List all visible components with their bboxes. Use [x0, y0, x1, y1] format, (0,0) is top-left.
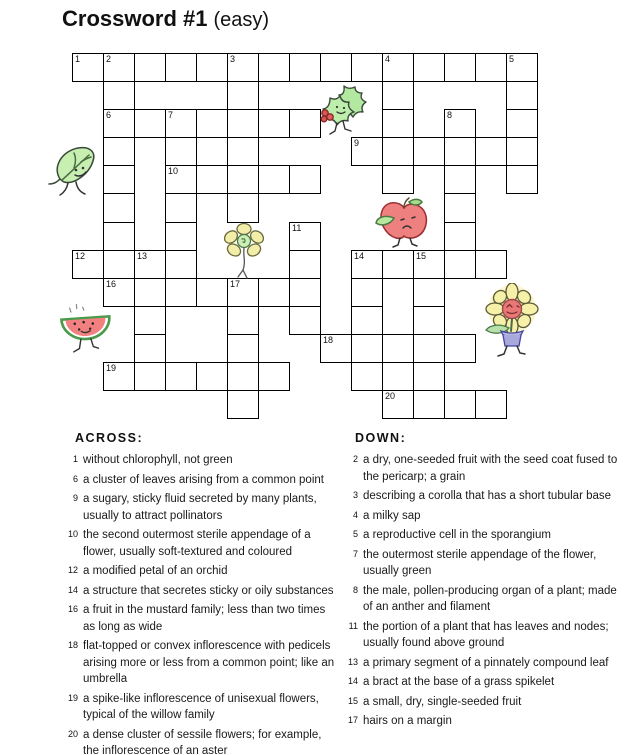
grid-cell[interactable]: [165, 193, 197, 222]
grid-cell[interactable]: [103, 222, 135, 251]
grid-cell[interactable]: [103, 137, 135, 166]
grid-cell[interactable]: [475, 137, 507, 166]
grid-cell[interactable]: [196, 53, 228, 82]
clue-item: [342, 674, 622, 691]
across-header: ACROSS:: [75, 431, 144, 445]
grid-cell[interactable]: [227, 137, 259, 166]
grid-cell[interactable]: [134, 362, 166, 391]
potted-flower-character: [476, 283, 552, 365]
clue-item: [342, 547, 622, 580]
clue-number: 15: [347, 695, 358, 706]
holly-leaves-character: [318, 82, 376, 138]
grid-cell[interactable]: [413, 390, 445, 419]
grid-cell[interactable]: [289, 250, 321, 279]
clue-text: a structure that secretes sticky or oily substances: [83, 584, 334, 597]
clue-item: [62, 638, 340, 688]
across-clues-section: [62, 431, 340, 755]
clue-text: a primary segment of a pinnately compound leaf: [363, 656, 609, 669]
clue-text: the outermost sterile appendage of the flower, usually green: [363, 548, 597, 577]
down-clues-section: [342, 431, 622, 733]
down-header: DOWN:: [355, 431, 407, 445]
clue-number: 12: [67, 565, 78, 575]
grid-cell[interactable]: [289, 278, 321, 307]
grid-cell[interactable]: [475, 390, 507, 419]
grid-cell[interactable]: [196, 362, 228, 391]
clue-item: [62, 527, 340, 560]
apple-character: [374, 196, 432, 250]
grid-cell[interactable]: [227, 165, 259, 194]
clue-text: a dense cluster of sessile flowers; for example, the inflorescence of an aster: [83, 728, 322, 755]
grid-cell[interactable]: [103, 362, 135, 391]
grid-cell[interactable]: [506, 53, 538, 82]
grid-cell[interactable]: [444, 137, 476, 166]
cell-number: 20: [385, 391, 396, 401]
grid-cell[interactable]: [227, 81, 259, 110]
grid-cell[interactable]: [165, 278, 197, 307]
clue-number: 8: [352, 584, 358, 595]
clue-item: [342, 452, 622, 485]
clue-text: describing a corolla that has a short tubular base: [363, 490, 612, 502]
grid-cell[interactable]: [475, 250, 507, 279]
title-main: Crossword #1: [62, 6, 208, 31]
clue-item: [62, 691, 340, 724]
cell-number: 7: [168, 110, 174, 121]
grid-cell[interactable]: [351, 362, 383, 391]
cell-number: 8: [447, 110, 453, 121]
grid-cell[interactable]: [382, 165, 414, 194]
clue-item: [342, 508, 622, 525]
clue-item: [342, 713, 622, 730]
clue-text: the portion of a plant that has leaves and nodes; usually found above ground: [363, 620, 609, 649]
clue-number: 10: [67, 529, 78, 539]
grid-cell[interactable]: [413, 250, 445, 279]
grid-cell[interactable]: [227, 334, 259, 363]
cell-number: 6: [106, 110, 112, 121]
grid-cell[interactable]: [103, 109, 135, 138]
clue-number: 17: [347, 715, 358, 725]
clue-number: 9: [72, 493, 78, 503]
grid-cell[interactable]: [444, 109, 476, 138]
grid-cell[interactable]: [258, 278, 290, 307]
grid-cell[interactable]: [134, 306, 166, 335]
grid-cell[interactable]: [134, 109, 166, 138]
daisy-character: [221, 220, 267, 282]
cell-number: 10: [168, 166, 179, 177]
clue-text: a fruit in the mustard family; less than two times as long as wide: [83, 604, 326, 633]
clue-item: [342, 488, 622, 505]
grid-cell[interactable]: [506, 109, 538, 138]
grid-cell[interactable]: [413, 53, 445, 82]
clue-text: without chlorophyll, not green: [83, 454, 233, 466]
cell-number: 12: [75, 250, 86, 261]
grid-cell[interactable]: [320, 53, 352, 82]
grid-cell[interactable]: [258, 109, 290, 138]
grid-cell[interactable]: [382, 137, 414, 166]
grid-cell[interactable]: [103, 250, 135, 279]
grid-cell[interactable]: [72, 53, 104, 82]
grid-cell[interactable]: [258, 165, 290, 194]
across-clue-list: [62, 452, 340, 755]
cell-number: 3: [230, 54, 236, 64]
clue-item: [62, 472, 340, 489]
grid-cell[interactable]: [289, 165, 321, 194]
cell-number: 2: [106, 54, 112, 64]
clue-item: [62, 602, 340, 635]
grid-cell[interactable]: [227, 193, 259, 222]
grid-cell[interactable]: [227, 109, 259, 138]
clue-number: 16: [67, 604, 78, 614]
grid-cell[interactable]: [444, 334, 476, 363]
grid-cell[interactable]: [227, 390, 259, 419]
clue-item: [342, 619, 622, 652]
clue-number: 1: [72, 454, 78, 464]
title-suffix: (easy): [213, 9, 270, 31]
grid-cell[interactable]: [382, 250, 414, 279]
grid-cell[interactable]: [506, 165, 538, 194]
clue-number: 5: [352, 529, 358, 539]
clue-number: 2: [352, 454, 358, 464]
clue-text: a dry, one-seeded fruit with the seed coat fused to the pericarp; a grain: [363, 454, 618, 483]
grid-cell[interactable]: [289, 306, 321, 335]
grid-cell[interactable]: [351, 306, 383, 335]
grid-cell[interactable]: [382, 53, 414, 82]
clue-number: 20: [67, 728, 78, 739]
clue-text: a cluster of leaves arising from a common point: [83, 473, 324, 486]
grid-cell[interactable]: [134, 334, 166, 363]
clue-item: [342, 527, 622, 544]
grid-cell[interactable]: [444, 390, 476, 419]
clue-text: a spike-like inflorescence of unisexual flowers, typical of the willow family: [83, 692, 319, 721]
clue-item: [62, 491, 340, 524]
grid-cell[interactable]: [506, 81, 538, 110]
grid-cell[interactable]: [196, 109, 228, 138]
cell-number: 13: [137, 250, 148, 261]
grid-cell[interactable]: [165, 362, 197, 391]
clue-number: 11: [348, 620, 358, 631]
clue-text: a reproductive cell in the sporangium: [363, 529, 551, 541]
grid-cell[interactable]: [165, 165, 197, 194]
grid-cell[interactable]: [413, 278, 445, 307]
grid-cell[interactable]: [227, 53, 259, 82]
cell-number: 14: [354, 250, 365, 261]
clue-text: flat-topped or convex inflorescence with pedicels arising more or less from a common point; like an umbrella: [83, 640, 335, 685]
clue-item: [342, 583, 622, 616]
grid-cell[interactable]: [165, 137, 197, 166]
leaf-character: [46, 143, 100, 199]
down-clue-list: [342, 452, 622, 730]
grid-cell[interactable]: [444, 250, 476, 279]
clue-text: a modified petal of an orchid: [83, 565, 228, 577]
grid-cell[interactable]: [444, 165, 476, 194]
clue-number: 18: [67, 640, 78, 650]
clue-item: [342, 694, 622, 711]
watermelon-character: [57, 301, 115, 357]
clue-number: 13: [347, 656, 358, 667]
grid-cell[interactable]: [227, 306, 259, 335]
cell-number: 17: [230, 278, 241, 289]
grid-cell[interactable]: [103, 81, 135, 110]
clue-number: 7: [352, 548, 358, 559]
cell-number: 16: [106, 278, 117, 289]
grid-cell[interactable]: [351, 250, 383, 279]
cell-number: 4: [385, 54, 391, 64]
grid-cell[interactable]: [413, 362, 445, 391]
grid-cell[interactable]: [444, 53, 476, 82]
clue-item: [62, 563, 340, 580]
grid-cell[interactable]: [444, 222, 476, 251]
grid-cell[interactable]: [103, 165, 135, 194]
cell-number: 1: [75, 54, 81, 64]
grid-cell[interactable]: [351, 137, 383, 166]
grid-cell[interactable]: [258, 362, 290, 391]
grid-cell[interactable]: [444, 193, 476, 222]
grid-cell[interactable]: [72, 250, 104, 279]
clue-text: the male, pollen-producing organ of a plant; made of an anther and filament: [363, 584, 617, 613]
clue-number: 19: [67, 692, 78, 703]
grid-cell[interactable]: [351, 334, 383, 363]
cell-number: 5: [509, 54, 515, 64]
clue-text: a milky sap: [363, 509, 421, 522]
grid-cell[interactable]: [475, 53, 507, 82]
grid-cell[interactable]: [289, 53, 321, 82]
grid-cell[interactable]: [289, 109, 321, 138]
clue-text: a bract at the base of a grass spikelet: [363, 676, 555, 688]
grid-cell[interactable]: [227, 278, 259, 307]
clue-text: the second outermost sterile appendage of a flower, usually soft-textured and coloured: [83, 529, 311, 558]
grid-cell[interactable]: [258, 53, 290, 82]
clue-item: [62, 452, 340, 469]
clue-number: 14: [347, 676, 358, 686]
grid-cell[interactable]: [103, 193, 135, 222]
grid-cell[interactable]: [382, 334, 414, 363]
crossword-grid: [72, 53, 539, 419]
grid-cell[interactable]: [413, 137, 445, 166]
grid-cell[interactable]: [165, 53, 197, 82]
grid-cell[interactable]: [165, 222, 197, 251]
clue-item: [62, 727, 340, 755]
grid-cell[interactable]: [165, 109, 197, 138]
clue-number: 6: [72, 473, 78, 484]
grid-cell[interactable]: [413, 306, 445, 335]
grid-cell[interactable]: [134, 278, 166, 307]
clue-number: 4: [352, 509, 358, 520]
grid-cell[interactable]: [289, 222, 321, 251]
grid-cell[interactable]: [103, 53, 135, 82]
clue-text: a sugary, sticky fluid secreted by many plants, usually to attract pollinators: [83, 493, 317, 522]
grid-cell[interactable]: [351, 278, 383, 307]
grid-cell[interactable]: [382, 390, 414, 419]
grid-cell[interactable]: [413, 334, 445, 363]
clue-number: 3: [352, 490, 358, 500]
grid-cell[interactable]: [227, 362, 259, 391]
grid-cell[interactable]: [351, 53, 383, 82]
grid-cell[interactable]: [196, 165, 228, 194]
grid-cell[interactable]: [134, 250, 166, 279]
grid-cell[interactable]: [196, 278, 228, 307]
clue-text: hairs on a margin: [363, 715, 452, 727]
page-title: [62, 6, 269, 32]
cell-number: 9: [354, 138, 360, 149]
clue-item: [342, 655, 622, 672]
grid-cell[interactable]: [320, 334, 352, 363]
cell-number: 11: [292, 222, 302, 233]
clue-text: a small, dry, single-seeded fruit: [363, 695, 522, 708]
grid-cell[interactable]: [165, 250, 197, 279]
grid-cell[interactable]: [382, 81, 414, 110]
cell-number: 18: [323, 334, 334, 345]
grid-cell[interactable]: [134, 53, 166, 82]
cell-number: 19: [106, 362, 117, 373]
grid-cell[interactable]: [506, 137, 538, 166]
clue-number: 14: [67, 584, 78, 595]
grid-cell[interactable]: [382, 109, 414, 138]
cell-number: 15: [416, 250, 427, 261]
clue-item: [62, 583, 340, 600]
